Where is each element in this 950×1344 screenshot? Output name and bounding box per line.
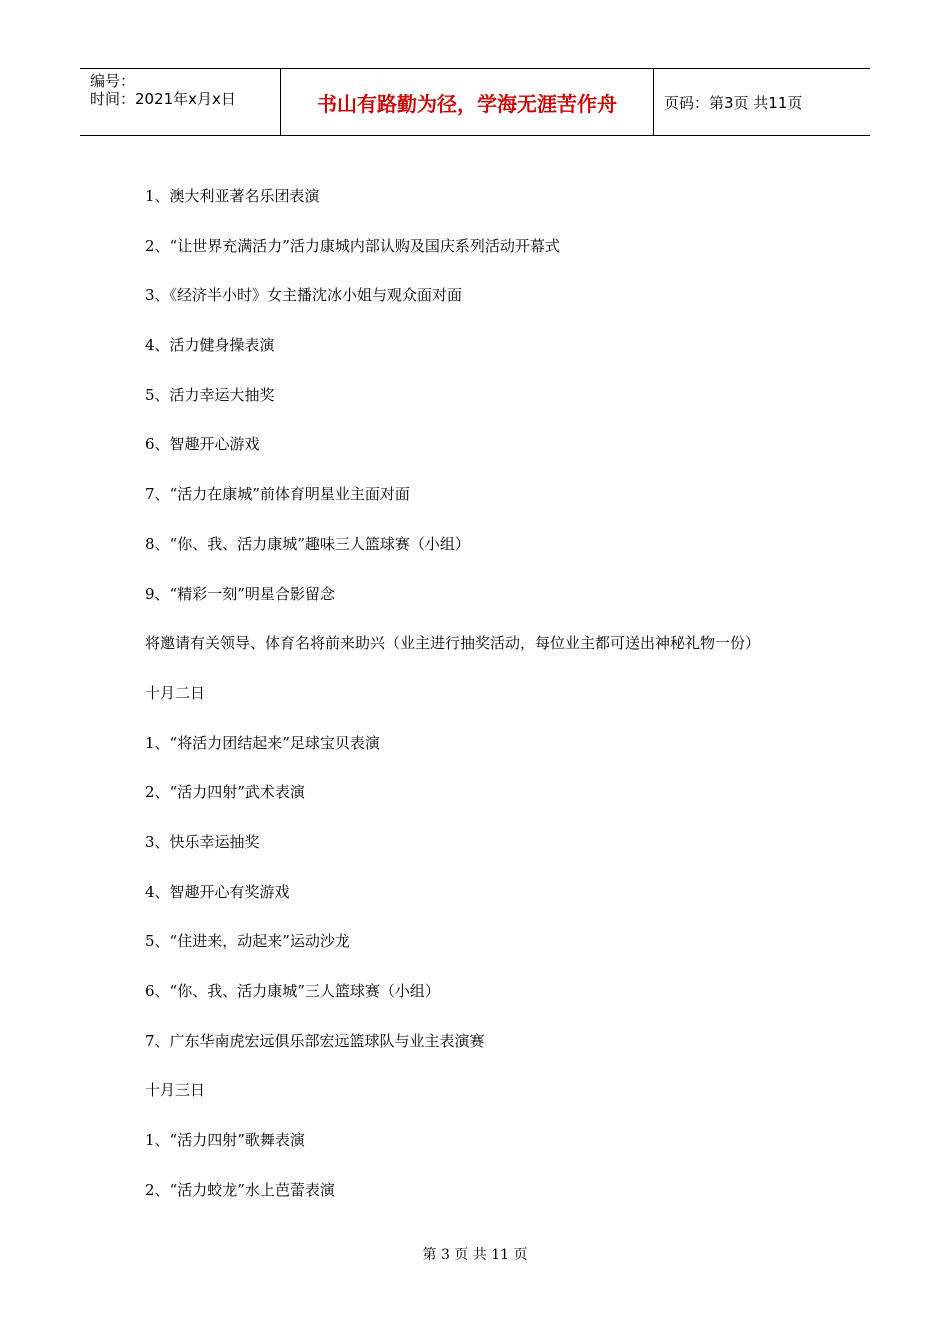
list-item: 4、活力健身操表演	[145, 336, 275, 355]
document-body	[145, 184, 805, 1227]
list-item: 3、快乐幸运抽奖	[145, 832, 260, 851]
day-heading: 十月三日	[145, 1081, 206, 1100]
list-item: 9、“精彩一刻”明星合影留念	[145, 584, 335, 603]
list-item: 2、“活力四射”武术表演	[145, 783, 305, 802]
list-item: 5、活力幸运大抽奖	[145, 385, 275, 404]
list-item: 2、“活力蛟龙”水上芭蕾表演	[145, 1180, 335, 1199]
list-item: 1、澳大利亚著名乐团表演	[145, 187, 320, 205]
day-heading: 十月二日	[145, 683, 206, 702]
header-page-info: 页码：第3页 共11页	[664, 93, 803, 112]
list-item: 6、“你、我、活力康城”三人篮球赛（小组）	[145, 982, 440, 1000]
list-item: 2、“让世界充满活力”活力康城内部认购及国庆系列活动开幕式	[145, 236, 560, 255]
document-number-label: 编号：	[90, 72, 136, 90]
document-time: 时间：2021年x月x日	[90, 90, 236, 108]
invitation-paragraph: 将邀请有关领导、体育名将前来助兴（业主进行抽奖活动，每位业主都可送出神秘礼物一份）	[145, 634, 761, 653]
list-item: 8、“你、我、活力康城”趣味三人篮球赛（小组）	[145, 534, 470, 553]
list-item: 7、广东华南虎宏远俱乐部宏远篮球队与业主表演赛	[145, 1031, 485, 1050]
list-item: 1、“活力四射”歌舞表演	[145, 1131, 305, 1150]
list-item: 4、智趣开心有奖游戏	[145, 882, 290, 901]
list-item: 7、“活力在康城”前体育明星业主面对面	[145, 485, 410, 504]
header-meta	[80, 69, 281, 135]
page-footer: 第 3 页 共 11 页	[422, 1247, 528, 1263]
list-item: 1、“将活力团结起来”足球宝贝表演	[145, 733, 380, 752]
list-item: 5、“住进来，动起来”运动沙龙	[145, 932, 350, 951]
header-motto: 书山有路勤为径，学海无涯苦作舟	[281, 69, 654, 135]
list-item: 6、智趣开心游戏	[145, 435, 260, 454]
page-header	[80, 68, 870, 136]
list-item: 3、《经济半小时》女主播沈冰小姐与观众面对面	[145, 286, 463, 305]
